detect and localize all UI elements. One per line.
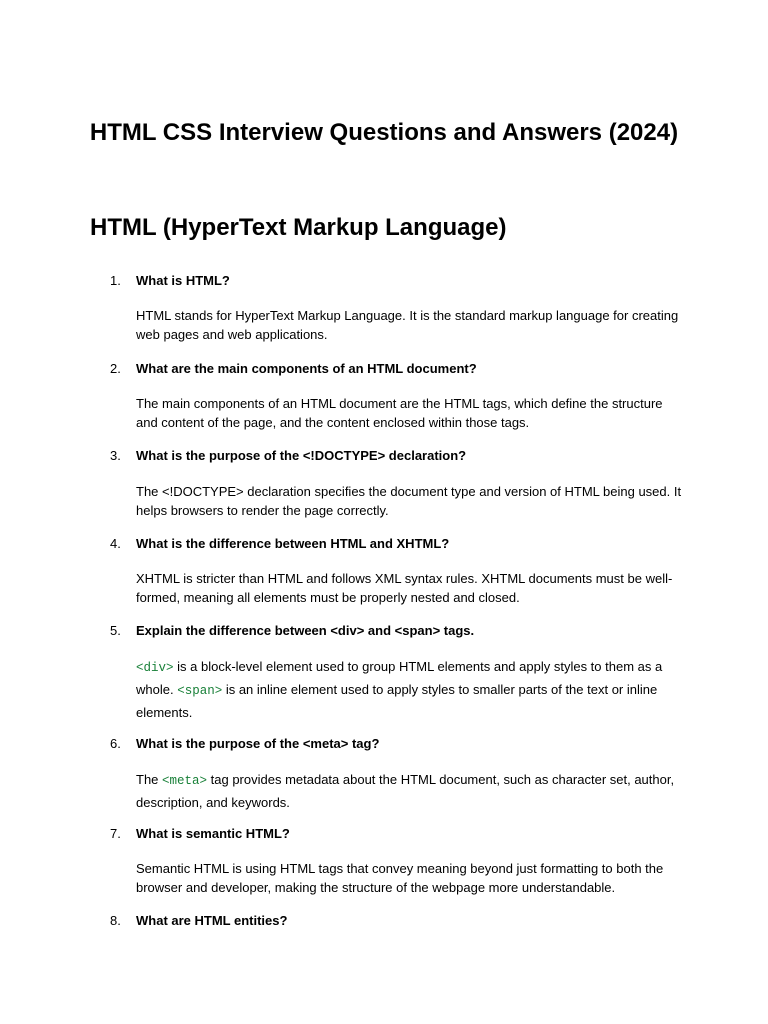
question-text: What is semantic HTML?	[136, 826, 290, 841]
answer-segment: is an inline element used to apply styles to smaller parts of the text or inline elements.	[136, 682, 658, 720]
question-text: What is the difference between HTML and XHTML?	[136, 536, 450, 551]
answer-text: Semantic HTML is using HTML tags that convey meaning beyond just formatting to both the browser and developer, making the structure of the webpage more understandable.	[136, 861, 664, 895]
question-text: What are the main components of an HTML document?	[136, 361, 477, 376]
answer-segment: The	[136, 772, 163, 787]
question-number: 4.	[110, 536, 121, 551]
answer-text: The <!DOCTYPE> declaration specifies the document type and version of HTML being used. It helps browsers to render the page correctly.	[136, 484, 682, 518]
answer-text: The main components of an HTML document are the HTML tags, which define the structure and content of the page, and the content enclosed within those tags.	[136, 396, 663, 430]
question-number: 5.	[110, 623, 121, 638]
question-number: 1.	[110, 273, 121, 288]
inline-code-span: <span>	[177, 684, 223, 698]
question-number: 8.	[110, 913, 121, 928]
question-text: What is the purpose of the <!DOCTYPE> declaration?	[136, 448, 467, 463]
inline-code-div: <div>	[136, 661, 174, 675]
answer-segment: is a block-level element used to group HTML elements and apply styles to them as a whole.	[136, 659, 663, 697]
page-title: HTML CSS Interview Questions and Answers (2024)	[89, 119, 679, 146]
answer-text	[136, 769, 684, 813]
answer-segment: tag provides metadata about the HTML document, such as character set, author, description, and keywords.	[136, 772, 675, 810]
section-heading-html: HTML (HyperText Markup Language)	[90, 214, 507, 241]
question-text: Explain the difference between <div> and <span> tags.	[136, 623, 475, 638]
question-number: 7.	[110, 826, 121, 841]
inline-code-meta: <meta>	[162, 774, 208, 788]
answer-text: XHTML is stricter than HTML and follows XML syntax rules. XHTML documents must be well-formed, meaning all elements must be properly nested and closed.	[136, 571, 673, 605]
question-text: What is the purpose of the <meta> tag?	[136, 736, 380, 751]
question-number: 6.	[110, 736, 121, 751]
answer-text: HTML stands for HyperText Markup Language. It is the standard markup language for creating web pages and web applications.	[136, 308, 679, 342]
question-text: What is HTML?	[136, 273, 230, 288]
question-text: What are HTML entities?	[136, 913, 288, 928]
answer-text	[136, 656, 684, 723]
question-number: 2.	[110, 361, 121, 376]
question-number: 3.	[110, 448, 121, 463]
